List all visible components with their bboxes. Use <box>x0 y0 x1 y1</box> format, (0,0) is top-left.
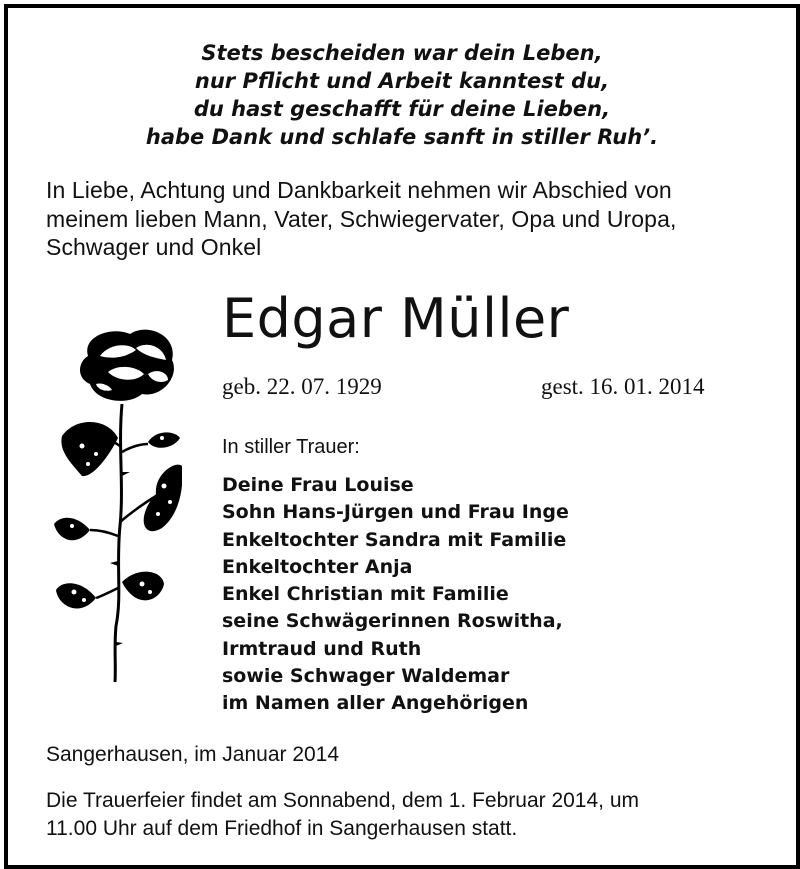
mourner-line: Deine Frau Louise <box>222 474 414 496</box>
poem-line: nur Pflicht und Arbeit kanntest du, <box>194 69 610 93</box>
mourning-label: In stiller Trauer: <box>222 436 360 458</box>
ceremony-line: Die Trauerfeier findet am Sonnabend, dem 1. Februar 2014, um <box>46 789 640 812</box>
mourners-list <box>222 472 569 718</box>
poem-line: habe Dank und schlafe sanft in stiller Ruh’. <box>145 125 659 149</box>
deceased-name: Edgar Müller <box>222 287 570 350</box>
mourner-line: seine Schwägerinnen Roswitha, <box>222 610 563 633</box>
mourner-line: Enkeltochter Sandra mit Familie <box>222 528 567 551</box>
poem-line: du hast geschafft für deine Lieben, <box>193 97 611 121</box>
mourner-line: Enkel Christian mit Familie <box>222 583 509 606</box>
death-date: gest. 16. 01. 2014 <box>541 374 705 399</box>
mourner-line: im Namen aller Angehörigen <box>222 692 529 715</box>
mourner-line: Enkeltochter Anja <box>222 555 413 578</box>
place-and-date: Sangerhausen, im Januar 2014 <box>46 743 340 766</box>
mourner-line: Sohn Hans-Jürgen und Frau Inge <box>222 501 569 524</box>
intro-line: In Liebe, Achtung und Dankbarkeit nehmen wir Abschied von <box>46 177 672 203</box>
ceremony-line: 11.00 Uhr auf dem Friedhof in Sangerhausen statt. <box>46 817 518 840</box>
mourner-line: sowie Schwager Waldemar <box>222 665 510 688</box>
ceremony-notice <box>46 787 776 843</box>
rose-icon <box>52 326 182 686</box>
intro-line: Schwager und Onkel <box>46 234 262 260</box>
obituary-notice <box>4 4 800 869</box>
mourner-line: Irmtraud und Ruth <box>222 637 422 660</box>
poem-verse <box>8 39 796 151</box>
intro-line: meinem lieben Mann, Vater, Schwiegervater, Opa und Uropa, <box>46 205 677 232</box>
poem-line: Stets bescheiden war dein Leben, <box>201 41 603 65</box>
birth-date: geb. 22. 07. 1929 <box>222 374 382 399</box>
intro-text <box>46 176 766 262</box>
